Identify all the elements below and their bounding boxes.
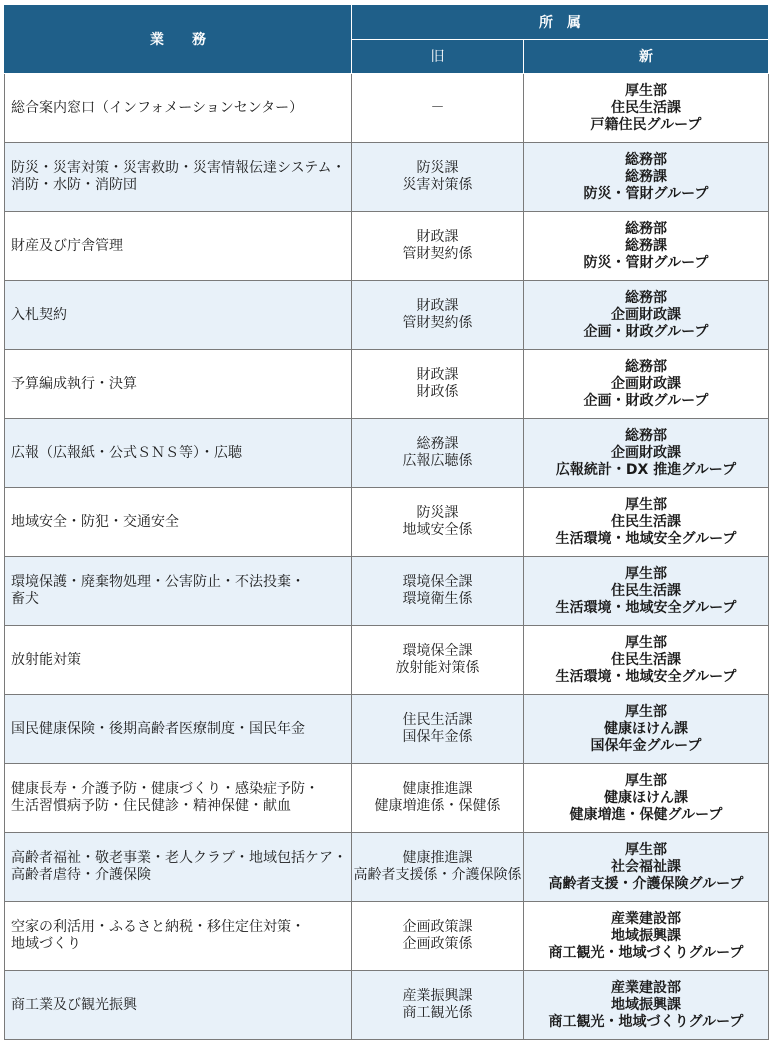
new-department-cell <box>524 350 769 419</box>
old-department-cell <box>352 281 524 350</box>
new-department-line: 厚生部 <box>625 703 667 720</box>
table-row <box>5 212 769 281</box>
task-cell <box>5 833 352 902</box>
old-department-cell <box>352 695 524 764</box>
old-department-line: 財政課 <box>416 367 459 383</box>
new-department-line: 企画財政課 <box>611 444 681 461</box>
new-department-line: 商工観光・地域づくりグループ <box>548 1013 744 1030</box>
reorganization-table <box>4 4 769 1040</box>
task-cell <box>5 902 352 971</box>
new-department-line: 住民生活課 <box>611 513 681 530</box>
table-row <box>5 971 769 1040</box>
task-line: 空家の利活用・ふるさと納税・移住定住対策・ <box>11 919 305 935</box>
old-department-line: 商工観光係 <box>402 1005 473 1021</box>
old-department-line: 地域安全係 <box>402 522 473 538</box>
old-department-cell <box>352 971 524 1040</box>
new-department-line: 商工観光・地域づくりグループ <box>548 944 744 961</box>
task-line: 地域づくり <box>11 936 81 952</box>
new-department-cell <box>524 971 769 1040</box>
task-line: 広報（広報紙・公式ＳＮＳ等）・広聴 <box>11 444 242 461</box>
new-department-line: 厚生部 <box>625 634 667 651</box>
new-department-line: 防災・管財グループ <box>583 185 709 202</box>
new-department-cell <box>524 419 769 488</box>
task-cell <box>5 557 352 626</box>
new-department-cell <box>524 557 769 626</box>
old-department-line: 防災課 <box>416 505 459 521</box>
old-department-line: 財政課 <box>416 298 459 314</box>
task-cell <box>5 212 352 281</box>
new-department-line: 総務課 <box>625 168 667 185</box>
old-department-line: 管財契約係 <box>402 246 473 262</box>
header-new: 新 <box>524 39 769 74</box>
task-cell <box>5 626 352 695</box>
new-department-cell <box>524 143 769 212</box>
old-department-line: 広報広聴係 <box>402 453 473 469</box>
old-department-cell <box>352 143 524 212</box>
new-department-line: 厚生部 <box>625 82 667 99</box>
old-department-line: 健康増進係・保健係 <box>374 798 501 814</box>
new-department-line: 地域振興課 <box>611 996 681 1013</box>
new-department-line: 企画財政課 <box>611 306 681 323</box>
old-department-cell <box>352 74 524 143</box>
table-row <box>5 74 769 143</box>
task-line: 放射能対策 <box>11 651 81 668</box>
task-cell <box>5 281 352 350</box>
new-department-line: 戸籍住民グループ <box>590 116 702 133</box>
new-department-line: 健康ほけん課 <box>604 720 688 737</box>
old-department-cell <box>352 212 524 281</box>
new-department-line: 総務部 <box>625 151 667 168</box>
table-row <box>5 557 769 626</box>
task-line: 総合案内窓口（インフォメーションセンター） <box>11 99 304 116</box>
new-department-line: 健康ほけん課 <box>604 789 688 806</box>
old-department-cell <box>352 557 524 626</box>
old-department-line: 管財契約係 <box>402 315 473 331</box>
old-department-line: 財政係 <box>416 384 459 400</box>
old-department-line: 高齢者支援係・介護保険係 <box>353 867 522 883</box>
new-department-line: 総務部 <box>625 220 667 237</box>
task-line: 入札契約 <box>11 306 67 323</box>
new-department-line: 総務部 <box>625 358 667 375</box>
task-line: 健康長寿・介護予防・健康づくり・感染症予防・ <box>11 781 319 797</box>
task-line: 国民健康保険・後期高齢者医療制度・国民年金 <box>11 720 305 737</box>
task-cell <box>5 695 352 764</box>
new-department-cell <box>524 74 769 143</box>
new-department-line: 厚生部 <box>625 772 667 789</box>
task-cell <box>5 764 352 833</box>
header-old: 旧 <box>352 39 524 74</box>
new-department-line: 国保年金グループ <box>590 737 702 754</box>
new-department-cell <box>524 764 769 833</box>
new-department-line: 産業建設部 <box>611 910 681 927</box>
table-row <box>5 419 769 488</box>
old-department-line: 環境衛生係 <box>402 591 473 607</box>
task-cell <box>5 488 352 557</box>
old-department-line: 災害対策係 <box>402 177 473 193</box>
old-department-cell <box>352 419 524 488</box>
old-department-line: 産業振興課 <box>402 988 473 1004</box>
task-cell <box>5 419 352 488</box>
task-line: 高齢者虐待・介護保険 <box>11 867 151 883</box>
task-line: 高齢者福祉・敬老事業・老人クラブ・地域包括ケア・ <box>11 850 347 866</box>
old-department-cell <box>352 902 524 971</box>
new-department-line: 社会福祉課 <box>611 858 681 875</box>
new-department-line: 生活環境・地域安全グループ <box>555 599 737 616</box>
new-department-cell <box>524 626 769 695</box>
new-department-line: 厚生部 <box>625 565 667 582</box>
old-department-line: － <box>430 99 445 116</box>
old-department-line: 健康推進課 <box>402 781 473 797</box>
old-department-line: 環境保全課 <box>402 643 473 659</box>
task-line: 防災・災害対策・災害救助・災害情報伝達システム・ <box>11 160 346 176</box>
new-department-line: 総務課 <box>625 237 667 254</box>
new-department-line: 健康増進・保健グループ <box>569 806 723 823</box>
task-line: 予算編成執行・決算 <box>11 375 137 392</box>
table-row <box>5 350 769 419</box>
table-row <box>5 764 769 833</box>
task-line: 生活習慣病予防・住民健診・精神保健・献血 <box>11 798 291 814</box>
old-department-line: 総務課 <box>416 436 459 452</box>
new-department-line: 産業建設部 <box>611 979 681 996</box>
old-department-cell <box>352 350 524 419</box>
old-department-line: 健康推進課 <box>402 850 473 866</box>
table-row <box>5 626 769 695</box>
old-department-line: 企画政策係 <box>402 936 473 952</box>
table-row <box>5 143 769 212</box>
old-department-cell <box>352 764 524 833</box>
new-department-cell <box>524 902 769 971</box>
task-line: 地域安全・防犯・交通安全 <box>11 513 179 530</box>
new-department-line: 総務部 <box>625 289 667 306</box>
new-department-line: 高齢者支援・介護保険グループ <box>548 875 744 892</box>
task-line: 消防・水防・消防団 <box>11 177 137 193</box>
new-department-line: 生活環境・地域安全グループ <box>555 530 737 547</box>
header-affiliation: 所 属 <box>352 5 769 40</box>
new-department-cell <box>524 833 769 902</box>
header-business: 業 務 <box>5 5 352 74</box>
new-department-line: 企画・財政グループ <box>583 323 709 340</box>
old-department-cell <box>352 626 524 695</box>
new-department-line: 生活環境・地域安全グループ <box>555 668 737 685</box>
new-department-line: 企画・財政グループ <box>583 392 709 409</box>
old-department-cell <box>352 833 524 902</box>
old-department-line: 企画政策課 <box>402 919 473 935</box>
task-cell <box>5 350 352 419</box>
new-department-line: 総務部 <box>625 427 667 444</box>
old-department-line: 防災課 <box>416 160 459 176</box>
task-line: 財産及び庁舎管理 <box>11 237 123 254</box>
old-department-line: 住民生活課 <box>402 712 473 728</box>
old-department-line: 環境保全課 <box>402 574 473 590</box>
task-line: 商工業及び観光振興 <box>11 996 137 1013</box>
task-line: 畜犬 <box>11 591 39 607</box>
new-department-line: 住民生活課 <box>611 582 681 599</box>
table-row <box>5 902 769 971</box>
new-department-line: 厚生部 <box>625 496 667 513</box>
new-department-line: 企画財政課 <box>611 375 681 392</box>
old-department-line: 国保年金係 <box>402 729 473 745</box>
table-row <box>5 488 769 557</box>
new-department-line: 地域振興課 <box>611 927 681 944</box>
table-row <box>5 695 769 764</box>
new-department-cell <box>524 281 769 350</box>
old-department-line: 放射能対策係 <box>395 660 480 676</box>
table-row <box>5 833 769 902</box>
new-department-line: 広報統計・DX 推進グループ <box>555 461 737 478</box>
task-line: 環境保護・廃棄物処理・公害防止・不法投棄・ <box>11 574 305 590</box>
old-department-line: 財政課 <box>416 229 459 245</box>
new-department-cell <box>524 212 769 281</box>
new-department-cell <box>524 695 769 764</box>
new-department-line: 防災・管財グループ <box>583 254 709 271</box>
new-department-line: 厚生部 <box>625 841 667 858</box>
table-body <box>5 74 769 1040</box>
task-cell <box>5 74 352 143</box>
new-department-line: 住民生活課 <box>611 651 681 668</box>
task-cell <box>5 143 352 212</box>
new-department-line: 住民生活課 <box>611 99 681 116</box>
table-row <box>5 281 769 350</box>
task-cell <box>5 971 352 1040</box>
new-department-cell <box>524 488 769 557</box>
old-department-cell <box>352 488 524 557</box>
